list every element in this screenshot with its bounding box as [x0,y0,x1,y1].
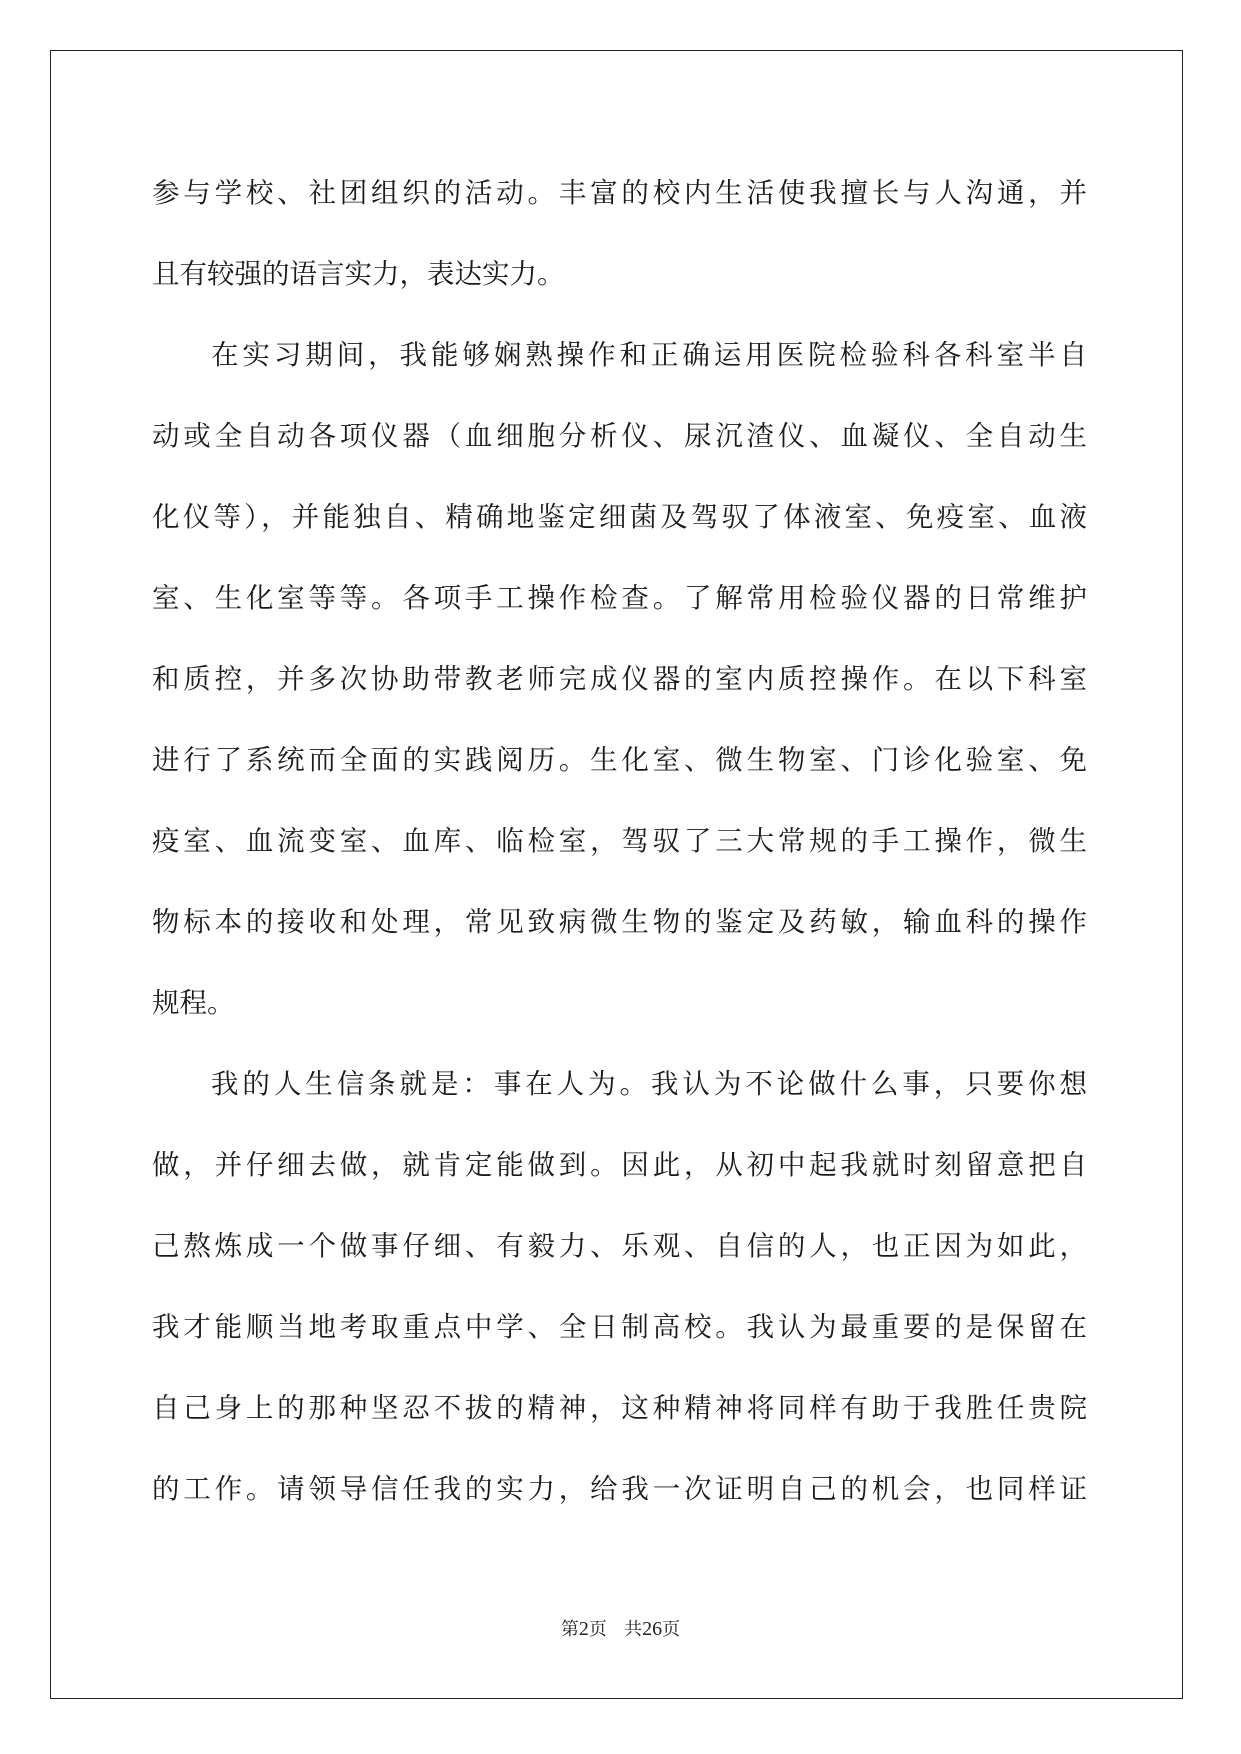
page-suffix: 页 [588,1619,607,1640]
text-line: 己熬炼成一个做事仔细、有毅力、乐观、自信的人，也正因为如此， [152,1230,1087,1262]
text-line: 和质控，并多次协助带教老师完成仪器的室内质控操作。在以下科室 [152,663,1087,695]
text-line: 疫室、血流变室、血库、临检室，驾驭了三大常规的手工操作，微生 [152,825,1087,857]
text-line: 且有较强的语言实力，表达实力。 [152,258,565,290]
total-suffix: 页 [662,1619,681,1640]
total-prefix: 共 [624,1619,643,1640]
text-line: 我才能顺当地考取重点中学、全日制高校。我认为最重要的是保留在 [152,1311,1087,1343]
text-line: 自己身上的那种坚忍不拔的精神，这种精神将同样有助于我胜任贵院 [152,1392,1087,1424]
text-line: 进行了系统而全面的实践阅历。生化室、微生物室、门诊化验室、免 [152,744,1087,776]
text-line: 的工作。请领导信任我的实力，给我一次证明自己的机会，也同样证 [152,1473,1087,1505]
page-footer [0,1617,1241,1642]
text-line: 我的人生信条就是：事在人为。我认为不论做什么事，只要你想 [211,1068,1087,1100]
text-line: 动或全自动各项仪器（血细胞分析仪、尿沉渣仪、血凝仪、全自动生 [152,420,1087,452]
total-pages: 26 [642,1618,663,1640]
text-line: 参与学校、社团组织的活动。丰富的校内生活使我擅长与人沟通，并 [152,177,1087,209]
text-line: 化仪等），并能独自、精确地鉴定细菌及驾驭了体液室、免疫室、血液 [152,501,1087,533]
document-body [152,163,1087,1540]
text-line: 做，并仔细去做，就肯定能做到。因此，从初中起我就时刻留意把自 [152,1149,1087,1181]
text-line: 规程。 [152,987,235,1019]
text-line: 室、生化室等等。各项手工操作检查。了解常用检验仪器的日常维护 [152,582,1087,614]
text-line: 物标本的接收和处理，常见致病微生物的鉴定及药敏，输血科的操作 [152,906,1087,938]
text-line: 在实习期间，我能够娴熟操作和正确运用医院检验科各科室半自 [211,339,1087,371]
page-prefix: 第 [560,1619,579,1640]
page-number: 2 [578,1618,589,1640]
